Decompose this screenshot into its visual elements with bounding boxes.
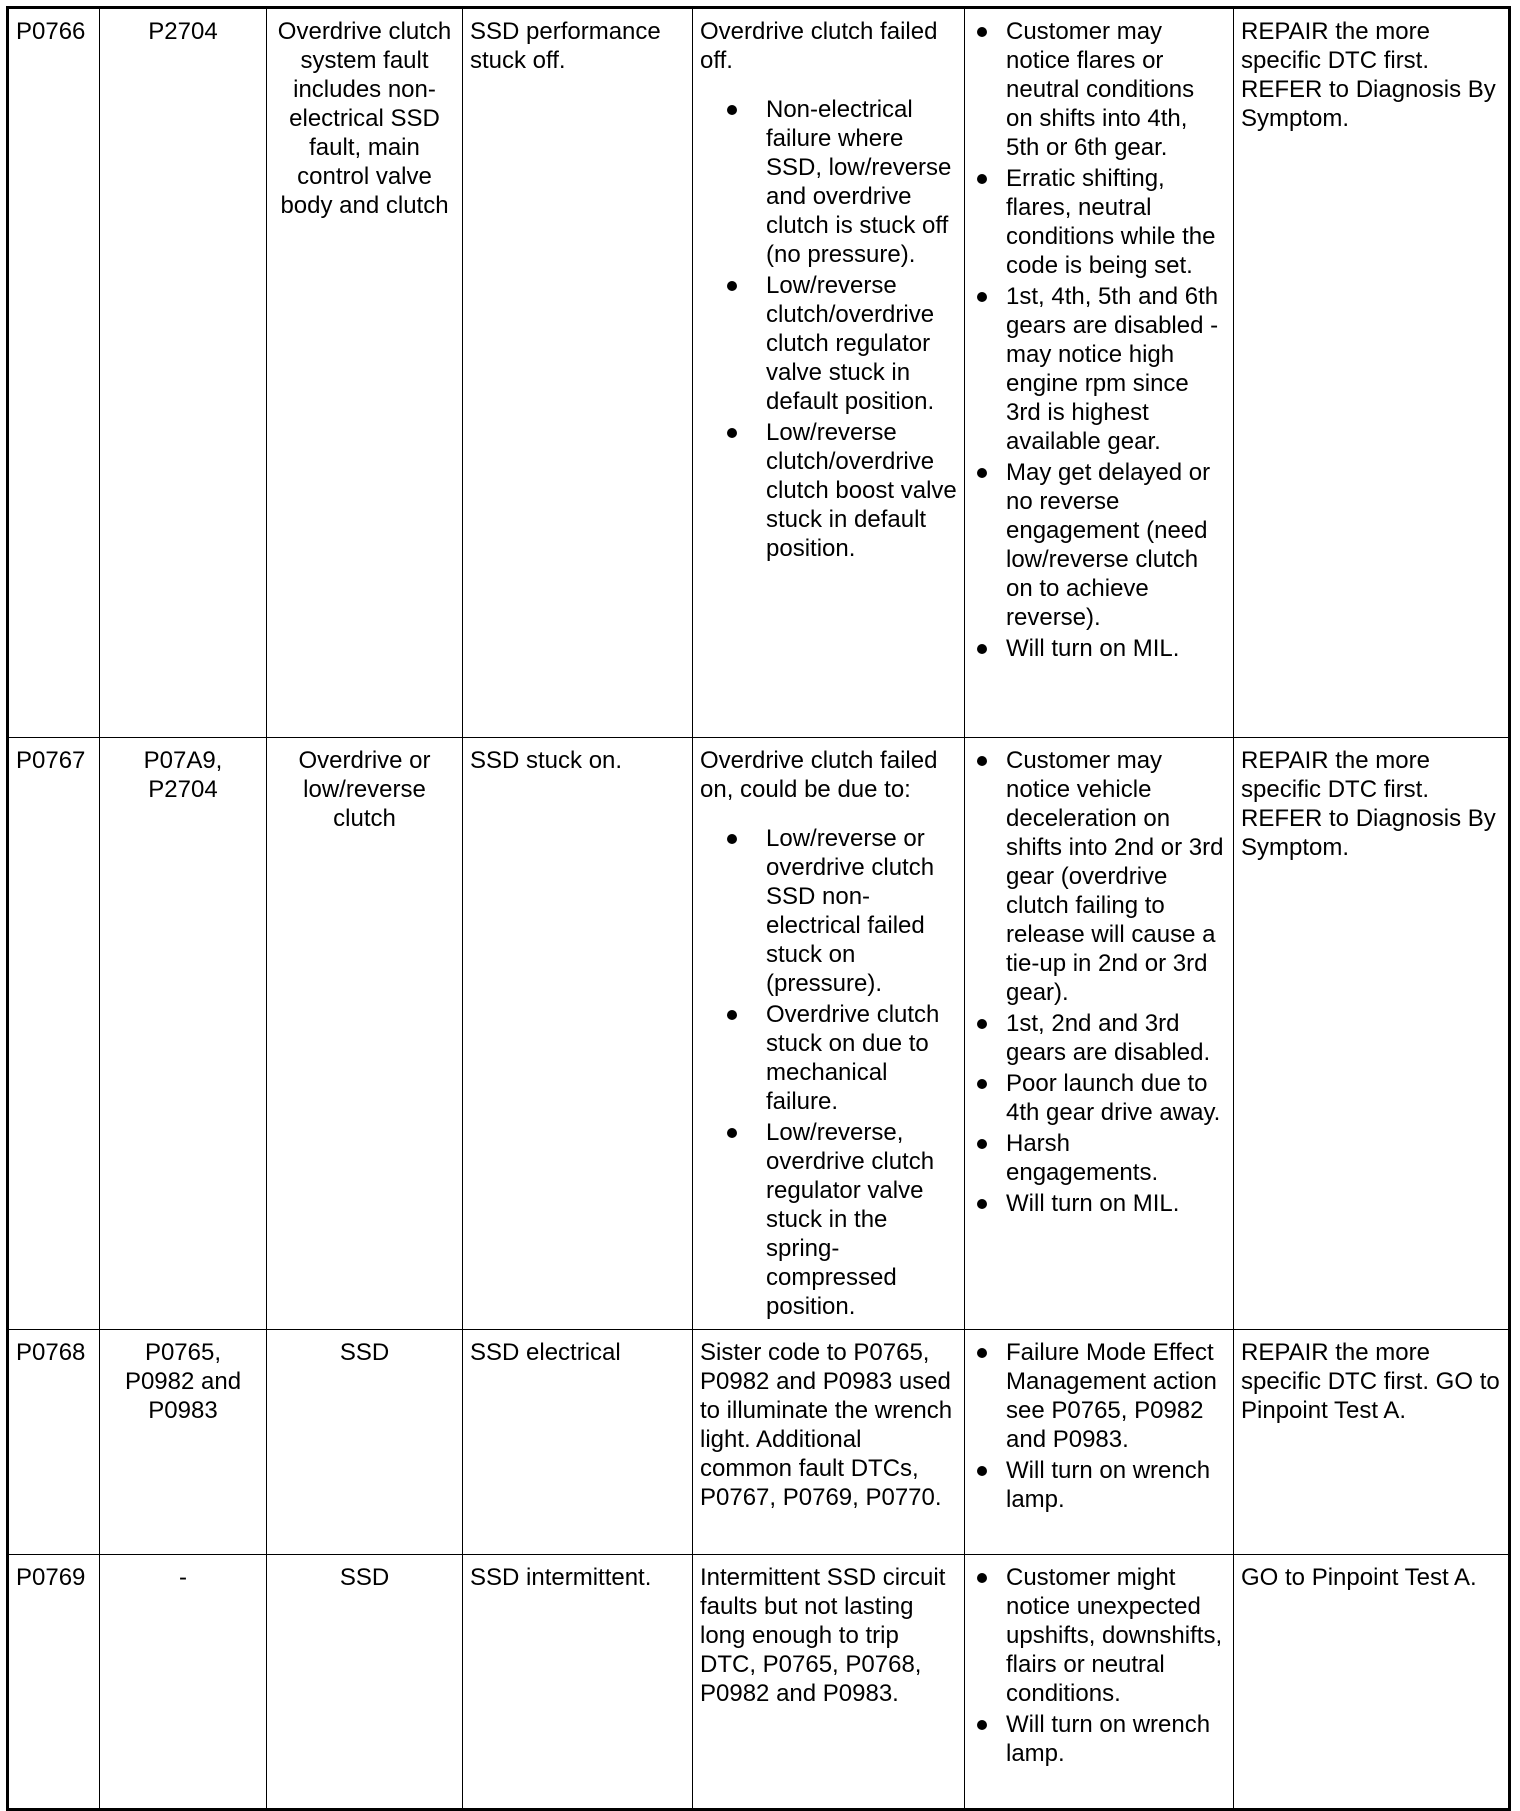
condition-intro: Overdrive clutch failed off. (700, 18, 938, 74)
condition-intro: Overdrive clutch failed on, could be due to: (700, 747, 938, 803)
symptom-item: Harsh engagements. (972, 1129, 1226, 1187)
action-cell: REPAIR the more specific DTC first. GO to Pinpoint Test A. (1234, 1330, 1510, 1555)
related-dtc-cell: P0765, P0982 and P0983 (100, 1330, 267, 1555)
condition-list (716, 95, 957, 563)
condition-intro: Sister code to P0765, P0982 and P0983 used to illuminate the wrench light. Additional common fault DTCs, P0767, P0769, P0770. (700, 1339, 953, 1511)
dtc-table (6, 6, 1511, 1811)
table-row (8, 738, 1510, 1330)
component-cell: SSD (267, 1330, 463, 1555)
symptom-item: 1st, 2nd and 3rd gears are disabled. (972, 1009, 1226, 1067)
dtc-code-cell: P0768 (8, 1330, 100, 1555)
action-cell: REPAIR the more specific DTC first. REFER to Diagnosis By Symptom. (1234, 738, 1510, 1330)
symptom-item: Will turn on wrench lamp. (972, 1456, 1226, 1514)
symptom-item: 1st, 4th, 5th and 6th gears are disabled - may notice high engine rpm since 3rd is highest available gear. (972, 282, 1226, 456)
condition-item: Low/reverse or overdrive clutch SSD non-electrical failed stuck on (pressure). (716, 824, 957, 998)
condition-item: Low/reverse clutch/overdrive clutch boost valve stuck in default position. (716, 418, 957, 563)
action-cell: GO to Pinpoint Test A. (1234, 1555, 1510, 1810)
condition-cell (693, 738, 965, 1330)
symptom-item: May get delayed or no reverse engagement (need low/reverse clutch on to achieve reverse). (972, 458, 1226, 632)
symptom-item: Customer may notice vehicle deceleration on shifts into 2nd or 3rd gear (overdrive clutch failing to release will cause a tie-up in 2nd or 3rd gear). (972, 746, 1226, 1007)
dtc-code-cell: P0769 (8, 1555, 100, 1810)
symptom-item: Will turn on wrench lamp. (972, 1710, 1226, 1768)
symptom-cell (965, 1555, 1234, 1810)
condition-cell (693, 1555, 965, 1810)
condition-item: Low/reverse, overdrive clutch regulator valve stuck in the spring-compressed position. (716, 1118, 957, 1321)
description-cell: SSD performance stuck off. (463, 8, 693, 738)
dtc-code-cell: P0766 (8, 8, 100, 738)
condition-cell (693, 8, 965, 738)
action-cell: REPAIR the more specific DTC first. REFER to Diagnosis By Symptom. (1234, 8, 1510, 738)
symptom-item: Will turn on MIL. (972, 1189, 1226, 1218)
condition-intro: Intermittent SSD circuit faults but not lasting long enough to trip DTC, P0765, P0768, P0982 and P0983. (700, 1564, 946, 1707)
condition-item: Low/reverse clutch/overdrive clutch regulator valve stuck in default position. (716, 271, 957, 416)
component-cell: SSD (267, 1555, 463, 1810)
symptom-item: Erratic shifting, flares, neutral conditions while the code is being set. (972, 164, 1226, 280)
condition-item: Non-electrical failure where SSD, low/reverse and overdrive clutch is stuck off (no pressure). (716, 95, 957, 269)
related-dtc-cell: P2704 (100, 8, 267, 738)
symptom-item: Will turn on MIL. (972, 634, 1226, 663)
symptom-list (972, 746, 1226, 1218)
symptom-list (972, 1338, 1226, 1514)
symptom-list (972, 1563, 1226, 1768)
symptom-item: Poor launch due to 4th gear drive away. (972, 1069, 1226, 1127)
symptom-item: Failure Mode Effect Management action see P0765, P0982 and P0983. (972, 1338, 1226, 1454)
description-cell: SSD stuck on. (463, 738, 693, 1330)
description-cell: SSD electrical (463, 1330, 693, 1555)
symptom-cell (965, 1330, 1234, 1555)
condition-item: Overdrive clutch stuck on due to mechanical failure. (716, 1000, 957, 1116)
description-cell: SSD intermittent. (463, 1555, 693, 1810)
table-row (8, 1330, 1510, 1555)
table-row (8, 1555, 1510, 1810)
symptom-cell (965, 8, 1234, 738)
component-cell: Overdrive clutch system fault includes non-electrical SSD fault, main control valve body and clutch (267, 8, 463, 738)
symptom-item: Customer might notice unexpected upshifts, downshifts, flairs or neutral conditions. (972, 1563, 1226, 1708)
symptom-cell (965, 738, 1234, 1330)
condition-cell (693, 1330, 965, 1555)
symptom-list (972, 17, 1226, 663)
condition-list (716, 824, 957, 1321)
related-dtc-cell: P07A9, P2704 (100, 738, 267, 1330)
component-cell: Overdrive or low/reverse clutch (267, 738, 463, 1330)
dtc-code-cell: P0767 (8, 738, 100, 1330)
symptom-item: Customer may notice flares or neutral conditions on shifts into 4th, 5th or 6th gear. (972, 17, 1226, 162)
table-row (8, 8, 1510, 738)
related-dtc-cell: - (100, 1555, 267, 1810)
